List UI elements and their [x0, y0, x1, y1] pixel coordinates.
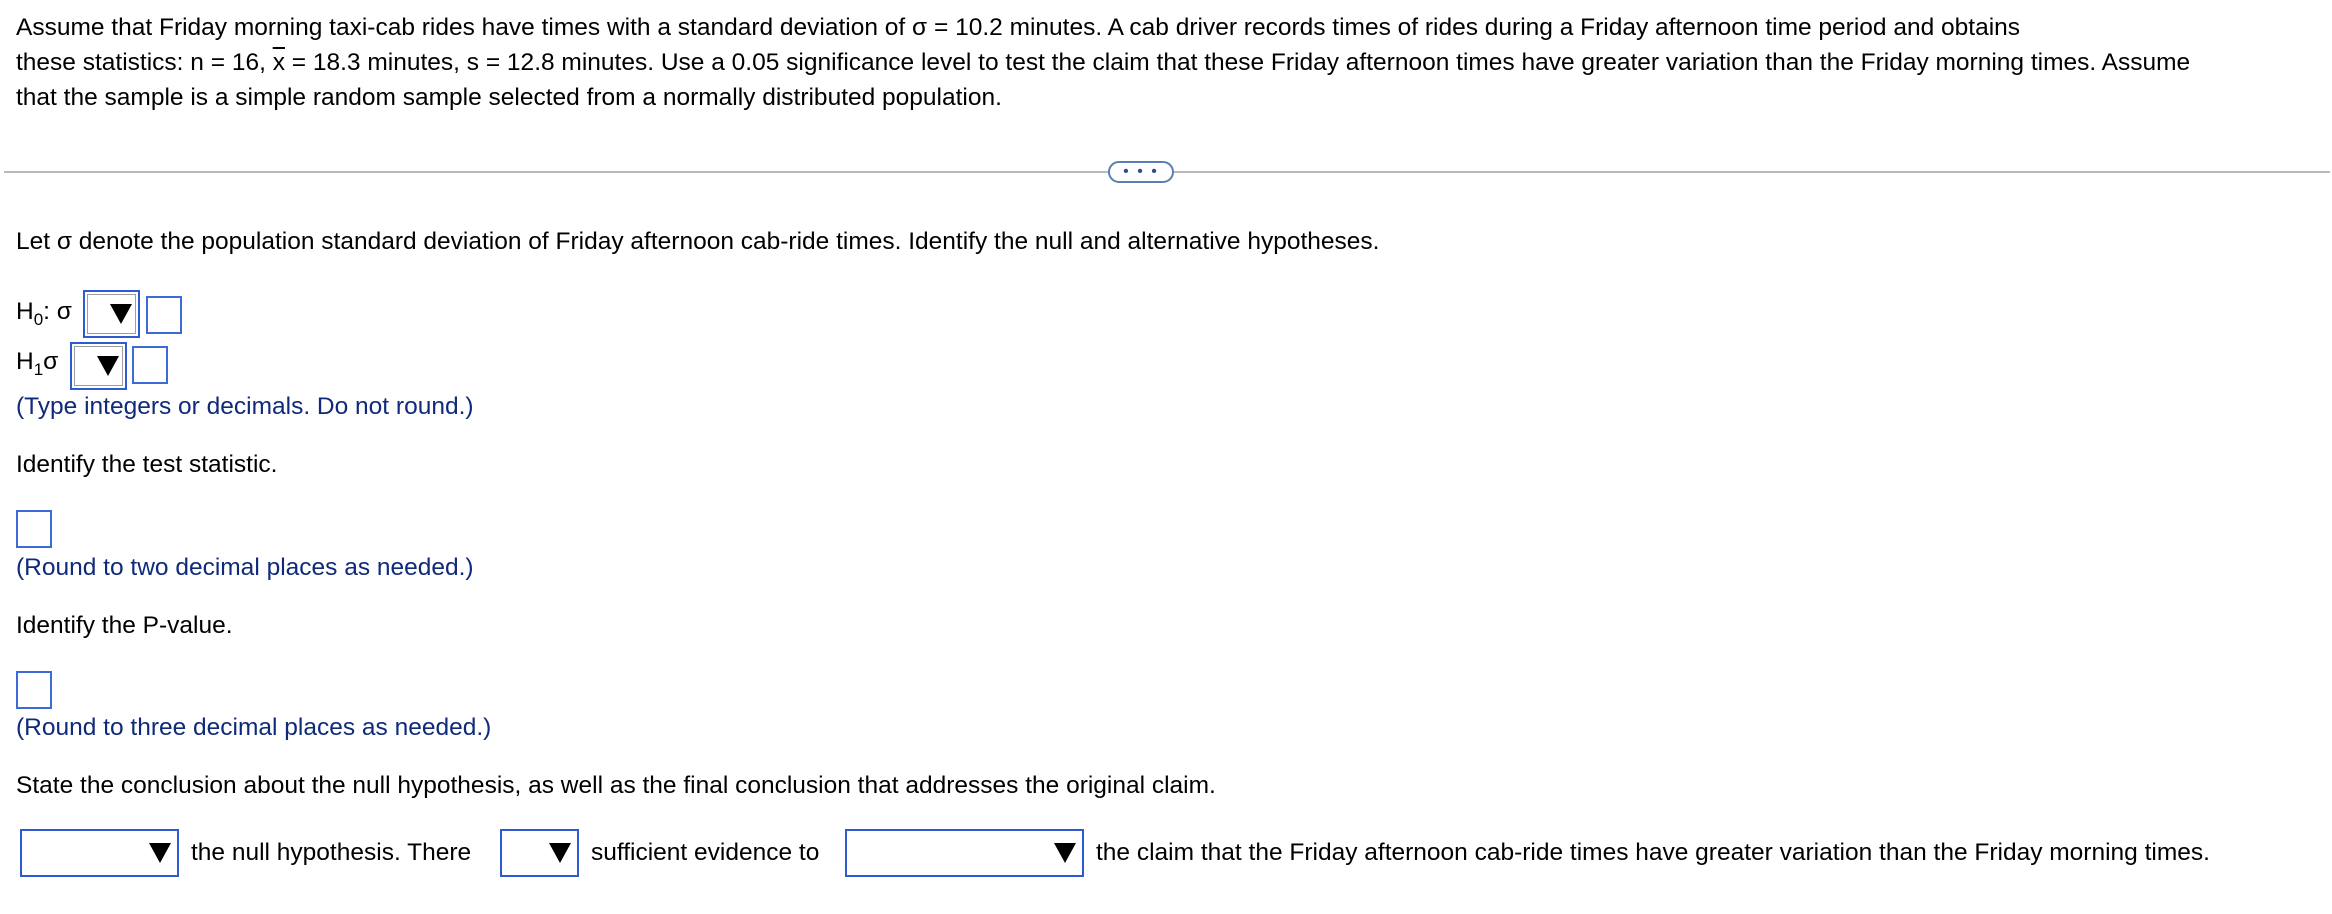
problem-line-3: that the sample is a simple random sample selected from a normally distributed population. — [16, 84, 1002, 111]
problem-line-1: Assume that Friday morning taxi-cab rides have times with a standard deviation of σ = 10.2 minutes. A cab driver records times of rides during a Friday afternoon time period and obtains — [16, 14, 2021, 41]
h0-label — [16, 298, 72, 329]
h0-value-input[interactable] — [146, 296, 182, 334]
p-value-input[interactable] — [16, 671, 52, 709]
test-statistic-input[interactable] — [16, 510, 52, 548]
conclusion-text-1: the null hypothesis. There — [191, 839, 472, 866]
h1-sigma: σ — [43, 348, 59, 375]
h0-letter: H — [16, 298, 34, 325]
dropdown-arrow-icon — [149, 843, 171, 863]
problem-line-2 — [16, 45, 2316, 80]
dropdown-arrow-icon — [110, 304, 132, 324]
problem-line-2a: these statistics: n = 16, — [16, 49, 273, 76]
dropdown-arrow-icon — [549, 843, 571, 863]
x-bar-symbol: $\overline{x}$ — [272, 49, 285, 76]
problem-line-2b: = 18.3 minutes, s = 12.8 minutes. Use a 0.05 significance level to test the claim that these Friday afternoon times have greater variation than the Friday morning times. Assume — [284, 49, 2191, 76]
h0-subscript: 0 — [33, 310, 44, 329]
dropdown-arrow-icon — [97, 356, 119, 376]
h1-subscript: 1 — [33, 360, 44, 379]
h0-operator-dropdown[interactable] — [83, 290, 140, 338]
h1-label — [16, 348, 59, 379]
null-decision-dropdown[interactable] — [20, 829, 179, 877]
h1-value-input[interactable] — [132, 346, 168, 384]
test-statistic-label: Identify the test statistic. — [16, 451, 278, 478]
claim-decision-dropdown[interactable] — [845, 829, 1084, 877]
evidence-dropdown[interactable] — [500, 829, 579, 877]
h1-operator-dropdown[interactable] — [70, 342, 127, 390]
hint-three-decimals: (Round to three decimal places as needed.) — [16, 714, 492, 741]
hint-two-decimals: (Round to two decimal places as needed.) — [16, 554, 474, 581]
hypotheses-intro: Let σ denote the population standard deviation of Friday afternoon cab-ride times. Identify the null and alternative hypotheses. — [16, 228, 1380, 255]
more-button[interactable]: • • • — [1108, 161, 1174, 183]
dropdown-arrow-icon — [1054, 843, 1076, 863]
conclusion-label: State the conclusion about the null hypothesis, as well as the final conclusion that addresses the original claim. — [16, 772, 1216, 799]
h1-letter: H — [16, 348, 34, 375]
problem-statement — [16, 10, 2316, 115]
hint-integers: (Type integers or decimals. Do not round.) — [16, 393, 474, 420]
p-value-label: Identify the P-value. — [16, 612, 233, 639]
conclusion-text-2: sufficient evidence to — [591, 839, 820, 866]
h0-sigma: : σ — [43, 298, 72, 325]
conclusion-text-3: the claim that the Friday afternoon cab-ride times have greater variation than the Friday morning times. — [1096, 839, 2210, 866]
